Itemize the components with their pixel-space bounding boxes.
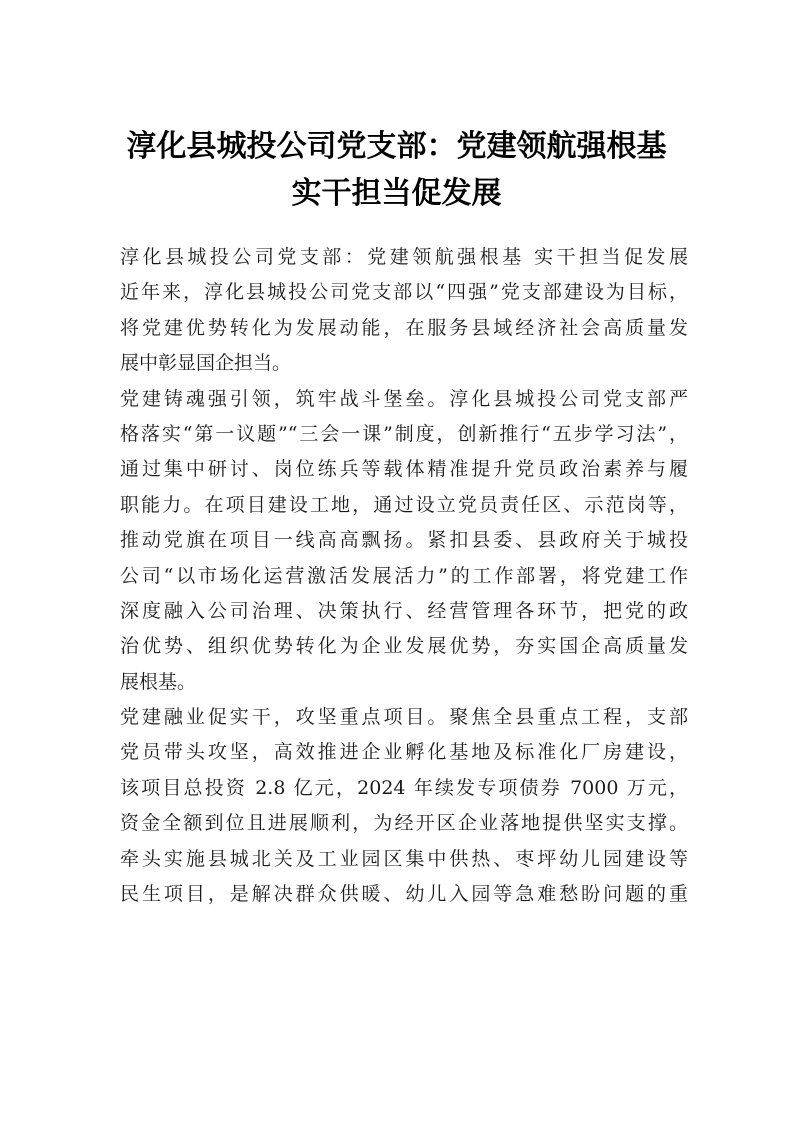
body-line: 该项目总投资 2.8 亿元，2024 年续发专项债券 7000 万元， xyxy=(120,776,688,799)
body-line: 通过集中研讨、岗位练兵等载体精准提升党员政治素养与履 xyxy=(120,458,688,481)
body-line: 展中彰显国企担当。 xyxy=(120,352,292,375)
body-line: 展根基。 xyxy=(120,670,197,693)
body-line: 党建铸魂强引领，筑牢战斗堡垒。淳化县城投公司党支部严 xyxy=(120,387,688,410)
body-line: 格落实“第一议题”“三会一课”制度，创新推行“五步学习法”， xyxy=(120,422,688,445)
body-line: 党建融业促实干，攻坚重点项目。聚焦全县重点工程，支部 xyxy=(120,706,688,729)
body-line: 职能力。在项目建设工地，通过设立党员责任区、示范岗等， xyxy=(120,493,688,516)
body-line: 推动党旗在项目一线高高飘扬。紧扣县委、县政府关于城投 xyxy=(120,529,688,552)
document-title-line-1: 淳化县城投公司党支部：党建领航强根基 xyxy=(126,129,667,164)
body-line: 资金全额到位且进展顺利，为经开区企业落地提供坚实支撑。 xyxy=(120,812,688,835)
body-line: 民生项目，是解决群众供暖、幼儿入园等急难愁盼问题的重 xyxy=(120,883,688,906)
document-body xyxy=(120,240,688,912)
body-line: 将党建优势转化为发展动能，在服务县域经济社会高质量发 xyxy=(120,316,688,339)
body-line: 党员带头攻坚，高效推进企业孵化基地及标准化厂房建设， xyxy=(120,741,688,764)
document-title-line-2: 实干担当促发展 xyxy=(291,176,502,211)
body-line: 治优势、组织优势转化为企业发展优势，夯实国企高质量发 xyxy=(120,635,688,658)
body-line: 公司“以市场化运营激活发展活力”的工作部署，将党建工作 xyxy=(120,564,688,587)
body-line: 淳化县城投公司党支部：党建领航强根基 实干担当促发展 xyxy=(120,246,688,268)
body-line: 深度融入公司治理、决策执行、经营管理各环节，把党的政 xyxy=(120,599,688,622)
body-line: 牵头实施县城北关及工业园区集中供热、枣坪幼儿园建设等 xyxy=(120,847,688,870)
body-line: 近年来，淳化县城投公司党支部以“四强”党支部建设为目标， xyxy=(120,281,688,304)
